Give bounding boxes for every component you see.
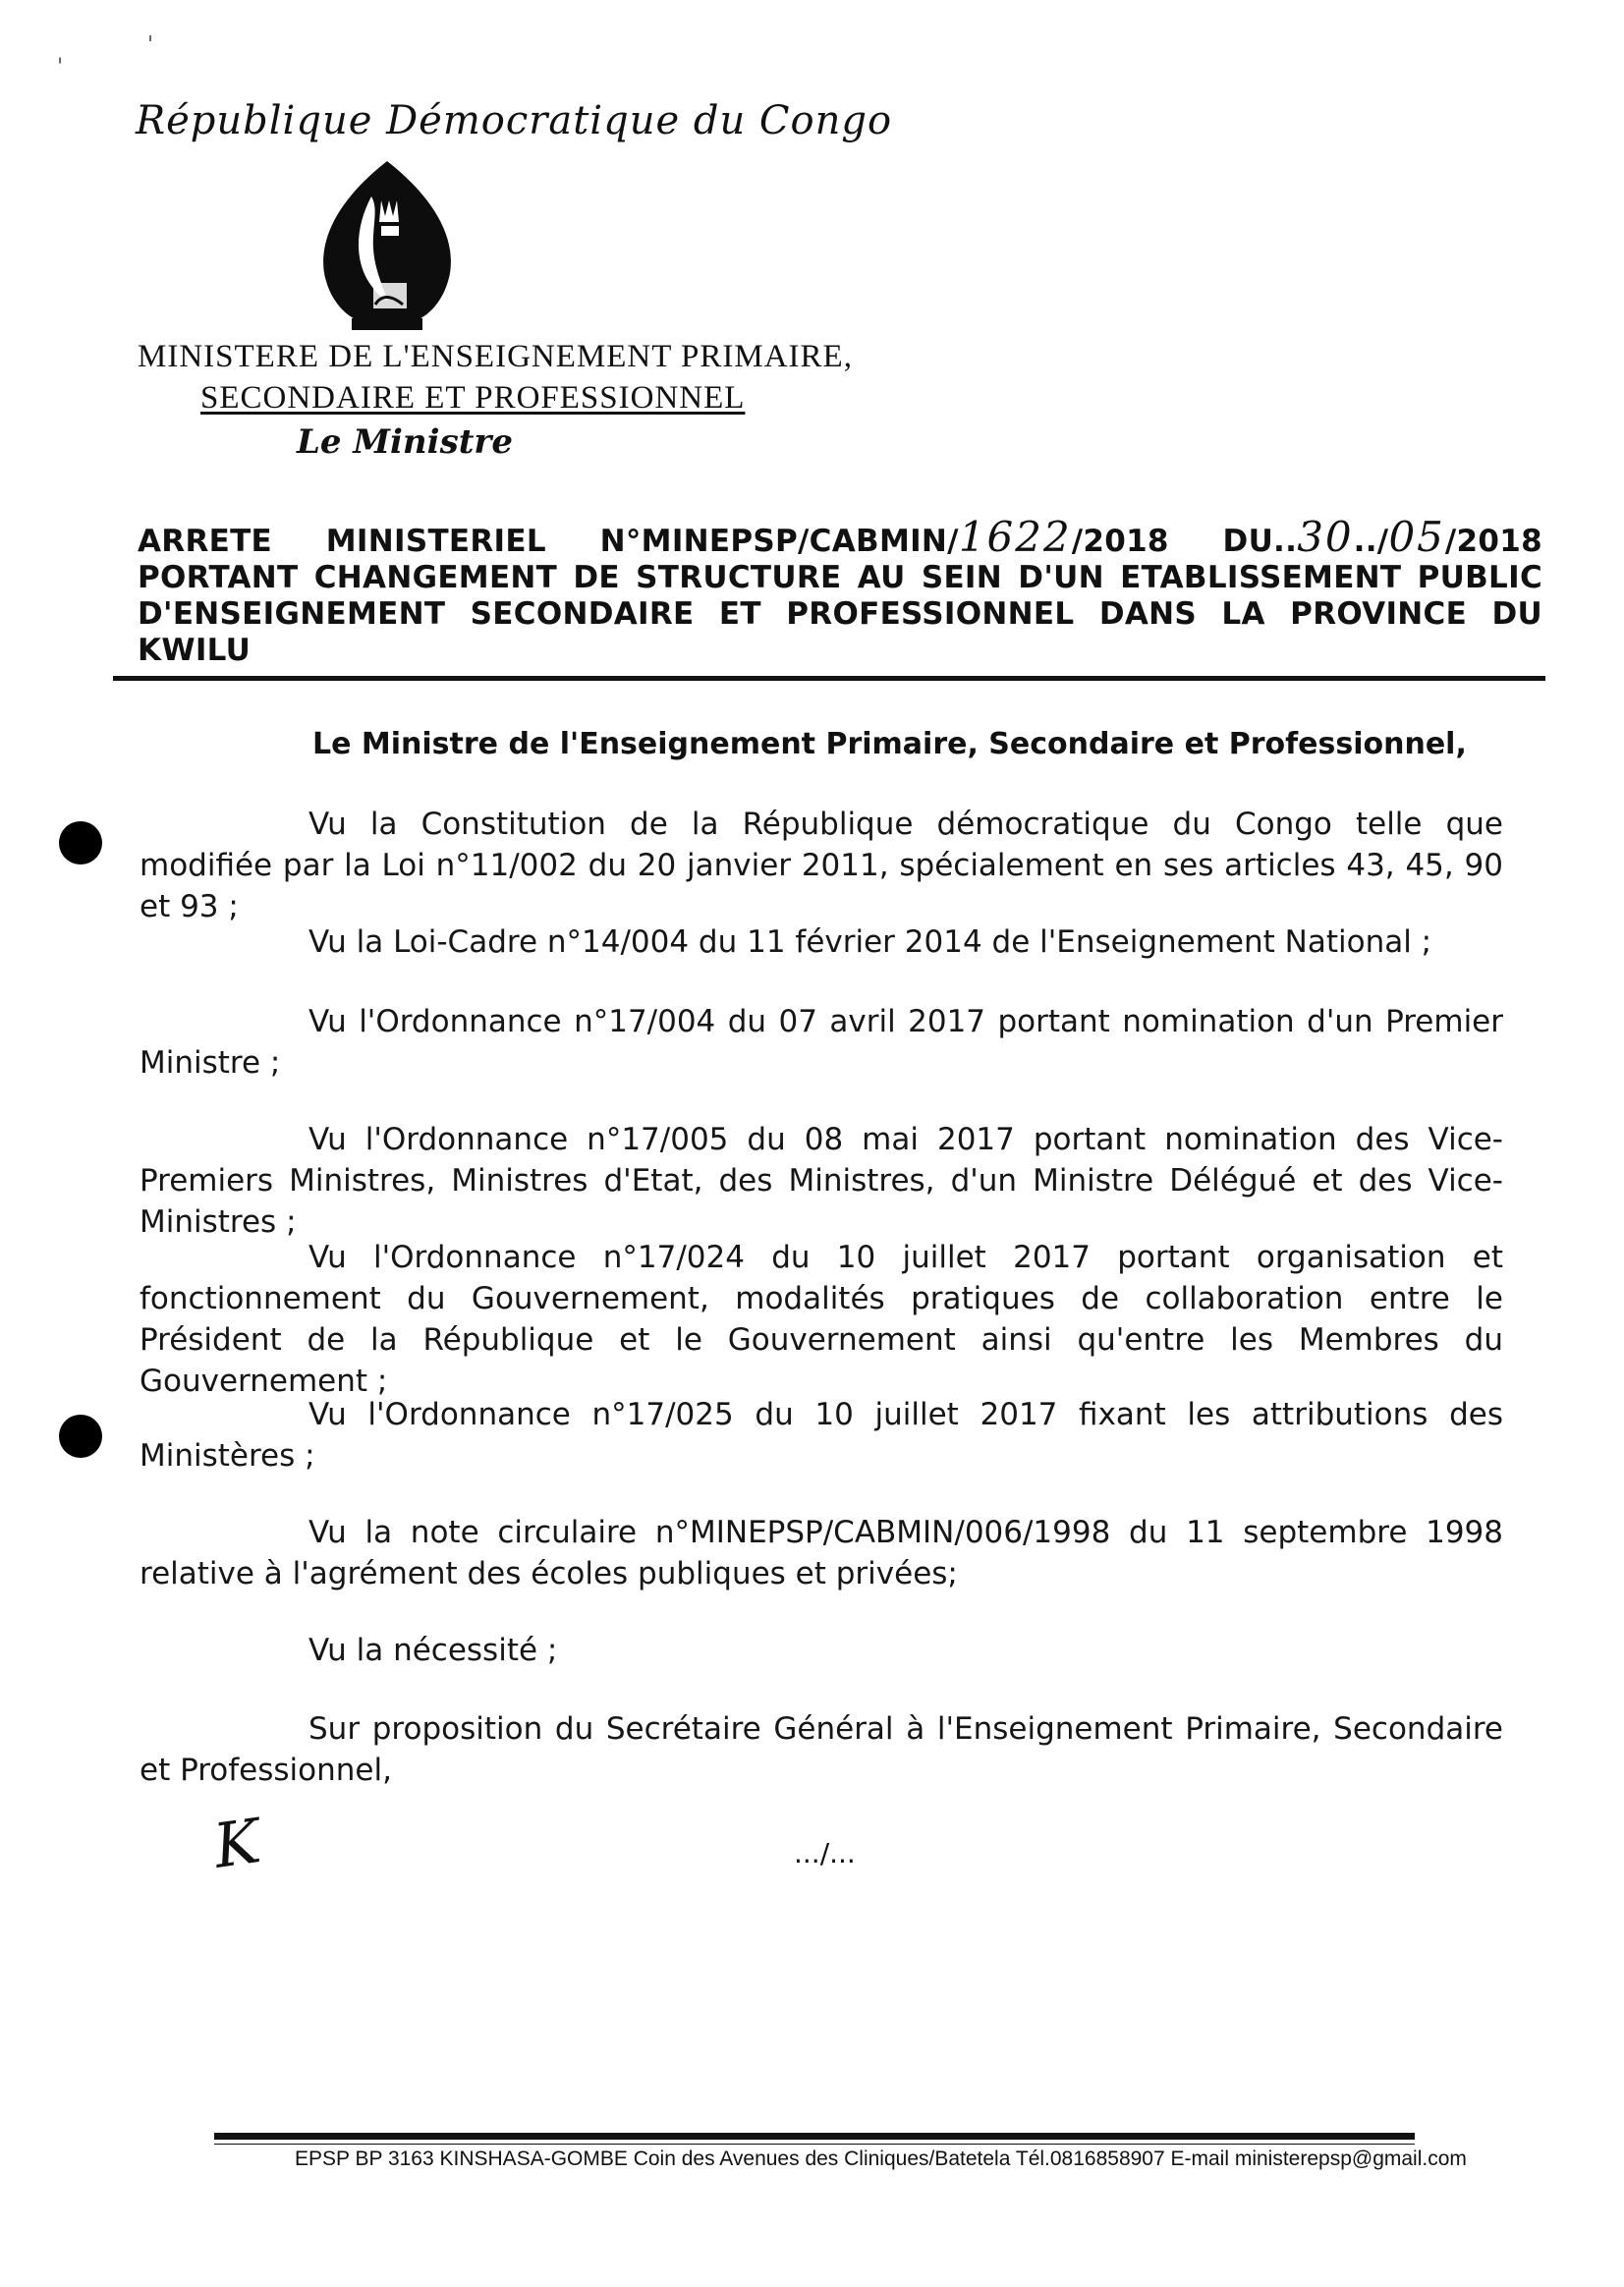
handwritten-initial: K <box>209 1805 265 1882</box>
decree-month-handwritten: 05 <box>1388 513 1445 561</box>
minister-heading: Le Ministre de l'Enseignement Primaire, Secondaire et Professionnel, <box>312 727 1467 761</box>
scan-speck: ˈ <box>147 33 154 58</box>
decree-year-2: /2018 <box>1444 524 1542 559</box>
footer-address: EPSP BP 3163 KINSHASA-GOMBE Coin des Avenues des Cliniques/Batetela Tél.0816858907 E-mail ministerepsp@gmail.com <box>295 2148 1467 2170</box>
page-continuation-mark: .../... <box>794 1837 856 1869</box>
considerant-note-circulaire: Vu la note circulaire n°MINEPSP/CABMIN/006/1998 du 11 septembre 1998 relative à l'agrément des écoles publiques et privées; <box>140 1515 1503 1591</box>
decree-year: /2018 DU <box>1071 524 1274 559</box>
ministry-name-line2: SECONDAIRE ET PROFESSIONNEL <box>200 380 746 416</box>
decree-day-handwritten: 30 <box>1297 513 1354 561</box>
coat-of-arms-emblem <box>312 157 462 334</box>
ministry-name-line1: MINISTERE DE L'ENSEIGNEMENT PRIMAIRE, <box>138 339 853 374</box>
title-underline-rule <box>113 676 1545 681</box>
punch-hole-mark <box>59 821 102 865</box>
considerant-proposition: Sur proposition du Secrétaire Général à l'Enseignement Primaire, Secondaire et Professionnel, <box>140 1711 1503 1788</box>
considerant-ordonnance-025: Vu l'Ordonnance n°17/025 du 10 juillet 2017 fixant les attributions des Ministères ; <box>140 1397 1503 1474</box>
footer-rule <box>214 2133 1415 2140</box>
considerant-constitution: Vu la Constitution de la République démocratique du Congo telle que modifiée par la Loi n°11/002 du 20 janvier 2011, spécialement en ses articles 43, 45, 90 et 93 ; <box>140 807 1503 924</box>
considerant-ordonnance-004: Vu l'Ordonnance n°17/004 du 07 avril 2017 portant nomination d'un Premier Ministre ; <box>140 1004 1503 1081</box>
decree-number-handwritten: 1622 <box>958 513 1072 561</box>
decree-title: ARRETE MINISTERIEL N°MINEPSP/CABMIN/1622/2018 DU..30../05/2018 PORTANT CHANGEMENT DE STRUCTURE AU SEIN D'UN ETABLISSEMENT PUBLIC D'ENSEIGNEMENT SECONDAIRE ET PROFESSIONNEL DANS LA PROVINCE DU KWILU <box>138 513 1542 668</box>
le-ministre-signature-line: Le Ministre <box>297 422 513 462</box>
considerant-ordonnance-024: Vu l'Ordonnance n°17/024 du 10 juillet 2017 portant organisation et fonctionnement du Gouvernement, modalités pratiques de collaboration entre le Président de la République et le Gouvernement ainsi qu'entre les Membres du Gouvernement ; <box>140 1240 1503 1399</box>
footer-rule-thin <box>214 2144 1415 2145</box>
punch-hole-mark <box>59 1415 102 1458</box>
considerant-loi-cadre: Vu la Loi-Cadre n°14/004 du 11 février 2014 de l'Enseignement National ; <box>308 924 1432 960</box>
republic-heading: République Démocratique du Congo <box>136 98 893 143</box>
scan-speck: ˌ <box>57 41 64 66</box>
considerant-ordonnance-005: Vu l'Ordonnance n°17/005 du 08 mai 2017 portant nomination des Vice-Premiers Ministres, Ministres d'Etat, des Ministres, d'un Ministre Délégué et des Vice-Ministres ; <box>140 1122 1503 1240</box>
decree-subject: PORTANT CHANGEMENT DE STRUCTURE AU SEIN D'UN ETABLISSEMENT PUBLIC D'ENSEIGNEMENT SECONDAIRE ET PROFESSIONNEL DANS LA PROVINCE DU KWILU <box>138 560 1542 668</box>
decree-number-prefix: ARRETE MINISTERIEL N°MINEPSP/CABMIN/ <box>138 524 959 559</box>
considerant-necessite: Vu la nécessité ; <box>308 1633 558 1668</box>
